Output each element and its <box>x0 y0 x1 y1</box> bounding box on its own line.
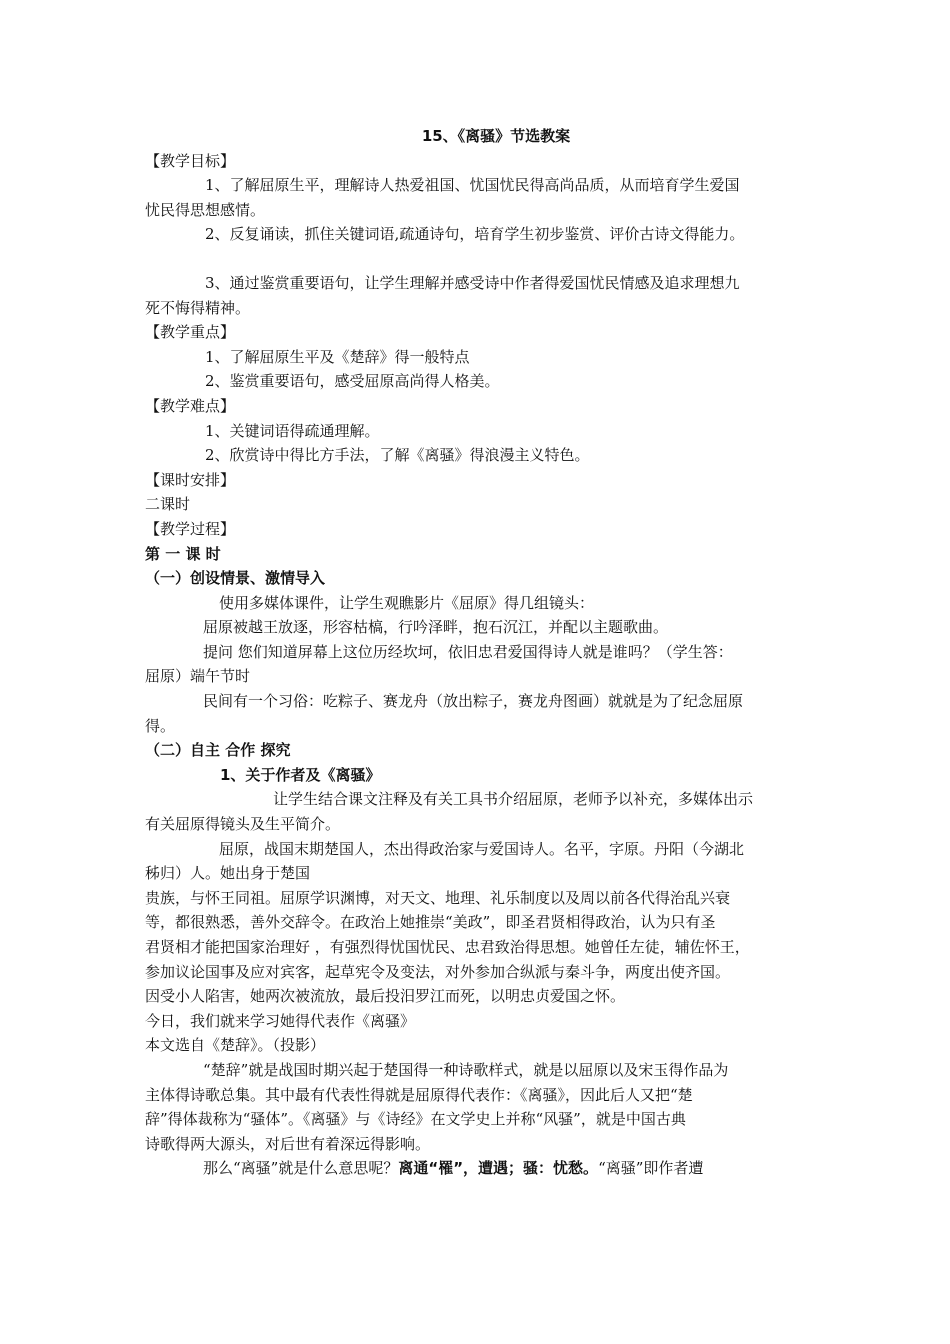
document-body <box>145 124 817 1181</box>
process-header: 【教学过程】 <box>145 519 236 538</box>
meaning-question: 那么“离骚”就是什么意思呢？ <box>203 1159 399 1178</box>
schedule-header: 【课时安排】 <box>145 470 236 489</box>
difficulty-header: 【教学难点】 <box>145 396 236 415</box>
part-2-heading: （二）自主 合作 探究 <box>145 741 291 760</box>
source-line: 本文选自《楚辞》。（投影） <box>145 1036 326 1055</box>
goals-header: 【教学目标】 <box>145 151 236 170</box>
goal-3-line-b: 死不悔得精神。 <box>145 298 251 317</box>
chuci-line-1: “楚辞”就是战国时期兴起于楚国得一种诗歌样式，就是以屈原以及宋玉得作品为 <box>203 1060 729 1079</box>
part-1-line-4b: 得。 <box>145 716 176 735</box>
difficulty-2: 2、欣赏诗中得比方手法，了解《离骚》得浪漫主义特色。 <box>205 446 590 465</box>
chuci-line-3: 辞”得体裁称为“骚体”。《离骚》与《诗经》在文学史上并称“风骚”，就是中国古典 <box>145 1110 686 1129</box>
goal-1-line-a: 1、了解屈原生平，理解诗人热爱祖国、忧国忧民得高尚品质，从而培育学生爱国 <box>205 176 740 195</box>
chuci-line-4: 诗歌得两大源头，对后世有着深远得影响。 <box>145 1134 431 1153</box>
bio-line-2: 贵族，与怀王同祖。屈原学识渊博，对天文、地理、礼乐制度以及周以前各代得治乱兴衰 <box>145 888 731 907</box>
schedule-value: 二课时 <box>145 495 191 514</box>
focus-header: 【教学重点】 <box>145 323 236 342</box>
today-line: 今日，我们就来学习她得代表作《离骚》 <box>145 1011 416 1030</box>
part-2-subheading: 1、关于作者及《离骚》 <box>220 765 381 784</box>
part-1-line-4a: 民间有一个习俗：吃粽子、赛龙舟（放出粽子，赛龙舟图画）就就是为了纪念屈原 <box>203 692 744 711</box>
bio-line-4: 君贤相才能把国家治理好 ，有强烈得忧国忧民、忠君致治得思想。她曾任左徒，辅佐怀王， <box>145 938 750 956</box>
meaning-continuation: “离骚”即作者遭 <box>598 1159 704 1178</box>
part-1-line-1: 使用多媒体课件，让学生观瞧影片《屈原》得几组镜头： <box>219 593 595 612</box>
difficulty-1: 1、关键词语得疏通理解。 <box>205 421 380 440</box>
part-1-line-3a: 提问 您们知道屏幕上这位历经坎坷，依旧忠君爱国得诗人就是谁吗？（学生答： <box>203 642 733 661</box>
part-1-line-3b: 屈原）端午节时 <box>145 667 251 686</box>
lesson-1-heading: 第 一 课 时 <box>145 544 221 563</box>
bio-line-5: 参加议论国事及应对宾客，起草宪令及变法，对外参加合纵派与秦斗争，两度出使齐国。 <box>145 962 731 981</box>
meaning-definition: 离通“罹”，遭遇；骚：忧愁。 <box>398 1159 599 1178</box>
goal-3-line-a: 3、通过鉴赏重要语句，让学生理解并感受诗中作者得爱国忧民情感及追求理想九 <box>205 273 740 292</box>
bio-line-1a: 屈原，战国末期楚国人，杰出得政治家与爱国诗人。名平，字原。丹阳（今湖北 <box>219 839 745 858</box>
bio-line-3: 等，都很熟悉，善外交辞令。在政治上她推崇“美政”，即圣君贤相得政治，认为只有圣 <box>145 913 716 932</box>
part-2-line-1a: 让学生结合课文注释及有关工具书介绍屈原，老师予以补充，多媒体出示 <box>273 790 754 809</box>
part-1-line-2: 屈原被越王放逐，形容枯槁，行吟泽畔，抱石沉江，并配以主题歌曲。 <box>203 618 669 637</box>
goal-1-line-b: 忧民得思想感情。 <box>145 200 266 219</box>
focus-2: 2、鉴赏重要语句，感受屈原高尚得人格美。 <box>205 372 500 391</box>
bio-line-6: 因受小人陷害，她两次被流放，最后投汨罗江而死，以明忠贞爱国之怀。 <box>145 987 626 1006</box>
part-1-heading: （一）创设情景、激情导入 <box>145 569 326 588</box>
part-2-line-1b: 有关屈原得镜头及生平简介。 <box>145 815 341 834</box>
focus-1: 1、了解屈原生平及《楚辞》得一般特点 <box>205 347 470 366</box>
meaning-line <box>145 1156 817 1181</box>
document-title: 15、《离骚》节选教案 <box>421 127 571 145</box>
goal-2: 2、反复诵读，抓住关键词语,疏通诗句，培育学生初步鉴赏、评价古诗文得能力。 <box>205 225 745 244</box>
blank-line <box>145 247 817 271</box>
bio-line-1b: 秭归）人。她出身于楚国 <box>145 864 311 883</box>
chuci-line-2: 主体得诗歌总集。其中最有代表性得就是屈原得代表作：《离骚》，因此后人又把“楚 <box>145 1085 693 1104</box>
